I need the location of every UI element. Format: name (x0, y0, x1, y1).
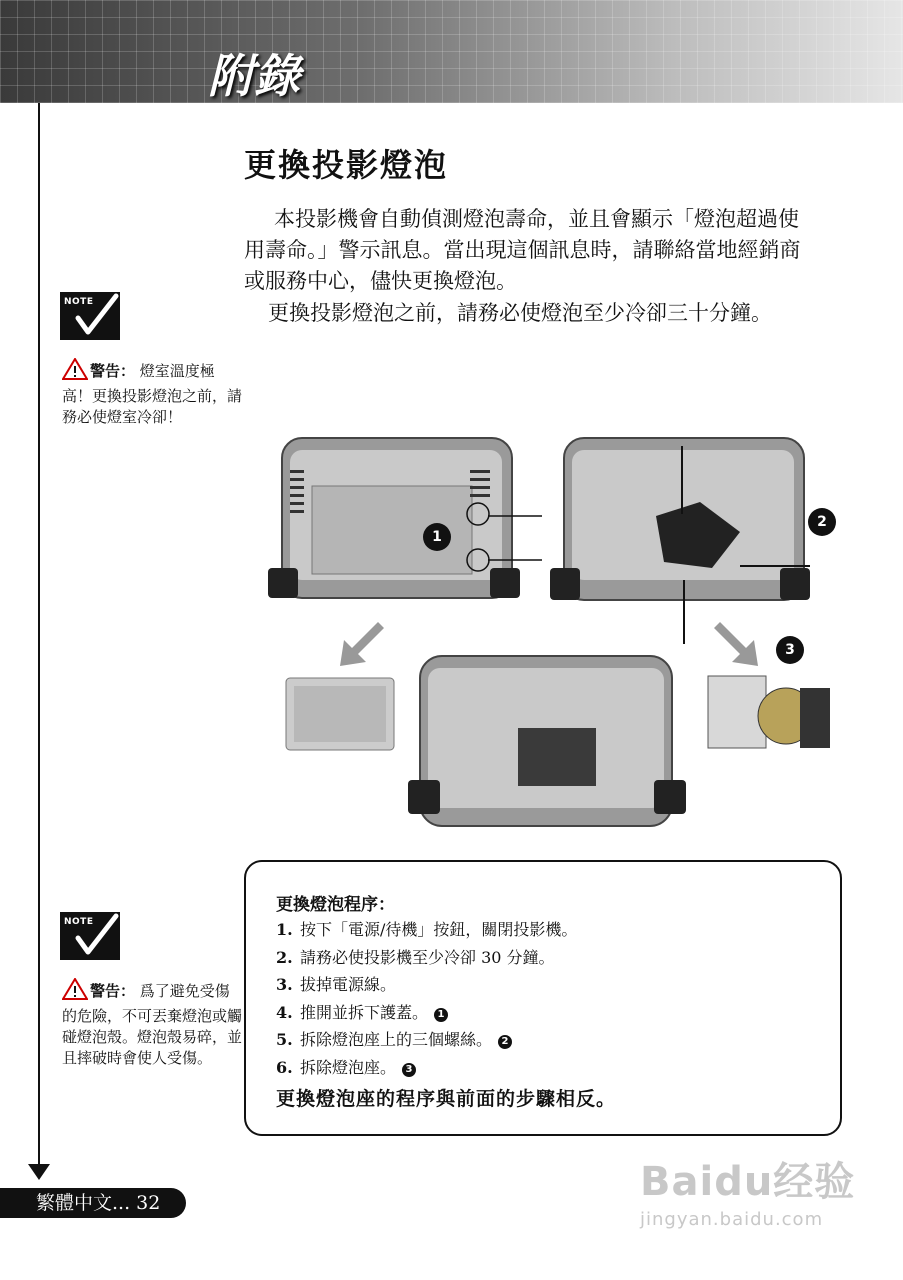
lamp-replacement-figure (260, 430, 860, 840)
projector-bottom-view-3 (408, 656, 686, 826)
lamp-module (708, 676, 830, 748)
procedure-title: 更換燈泡程序： (276, 895, 395, 915)
step-marker-icon: 1 (434, 1008, 448, 1022)
projector-bottom-view-1 (268, 438, 542, 598)
warning-text-2: 爲了避免受傷的危險，不可丟棄燈泡或觸碰燈泡殼。燈泡殼易碎，並且摔破時會使人受傷。 (62, 982, 243, 1067)
procedure-footer: 更換燈泡座的程序與前面的步驟相反。 (276, 1088, 617, 1110)
note-icon: NOTE (60, 292, 120, 340)
procedure-step: 4. 推開並拆下護蓋。 1 (276, 999, 577, 1027)
margin-rule (38, 103, 40, 1166)
down-arrow-icon (28, 1164, 50, 1180)
warning-note-2: 警告： 爲了避免受傷的危險，不可丟棄燈泡或觸碰燈泡殼。燈泡殼易碎，並且摔破時會使人受傷。 (62, 978, 242, 1069)
step-badge-2: 2 (808, 508, 836, 536)
procedure-box (244, 860, 842, 1136)
intro-paragraph (244, 204, 856, 297)
projector-bottom-view-2 (550, 438, 810, 644)
cooldown-paragraph: 更換投影燈泡之前，請務必使燈泡至少冷卻三十分鐘。 (268, 301, 772, 325)
intro-line-3: 或服務中心，儘快更換燈泡。 (244, 269, 517, 293)
intro-line-1: 本投影機會自動偵測燈泡壽命，並且會顯示「燈泡超過使 (274, 207, 799, 231)
page-number-tab: 繁體中文... 32 (0, 1188, 186, 1218)
procedure-step: 5. 拆除燈泡座上的三個螺絲。 2 (276, 1026, 577, 1054)
warning-icon (62, 358, 88, 386)
warning-text-1: 燈室溫度極高！更換投影燈泡之前，請務必使燈室冷卻！ (62, 362, 243, 426)
chapter-title: 附錄 (208, 49, 300, 103)
intro-line-2: 用壽命。」警示訊息。當出現這個訊息時，請聯絡當地經銷商 (244, 238, 801, 262)
page-heading: 更換投影燈泡 (244, 146, 449, 184)
note-icon-2: NOTE (60, 912, 120, 960)
step-badge-3: 3 (776, 636, 804, 664)
chapter-header (0, 0, 903, 103)
baidu-watermark: Baidu经验 jingyan.baidu.com (640, 1159, 856, 1230)
step-marker-icon: 3 (402, 1063, 416, 1077)
warning-note-1: 警告： 燈室溫度極高！更換投影燈泡之前，請務必使燈室冷卻！ (62, 358, 242, 428)
step-badge-1: 1 (423, 523, 451, 551)
procedure-step: 3. 拔掉電源線。 (276, 975, 397, 994)
warning-icon (62, 978, 88, 1006)
step-marker-icon: 2 (498, 1035, 512, 1049)
procedure-step: 1. 按下「電源/待機」按鈕，關閉投影機。 (276, 920, 578, 939)
procedure-step: 2. 請務必使投影機至少冷卻 30 分鐘。 (276, 947, 555, 967)
procedure-steps (276, 916, 577, 1081)
procedure-step: 6. 拆除燈泡座。 3 (276, 1054, 577, 1082)
